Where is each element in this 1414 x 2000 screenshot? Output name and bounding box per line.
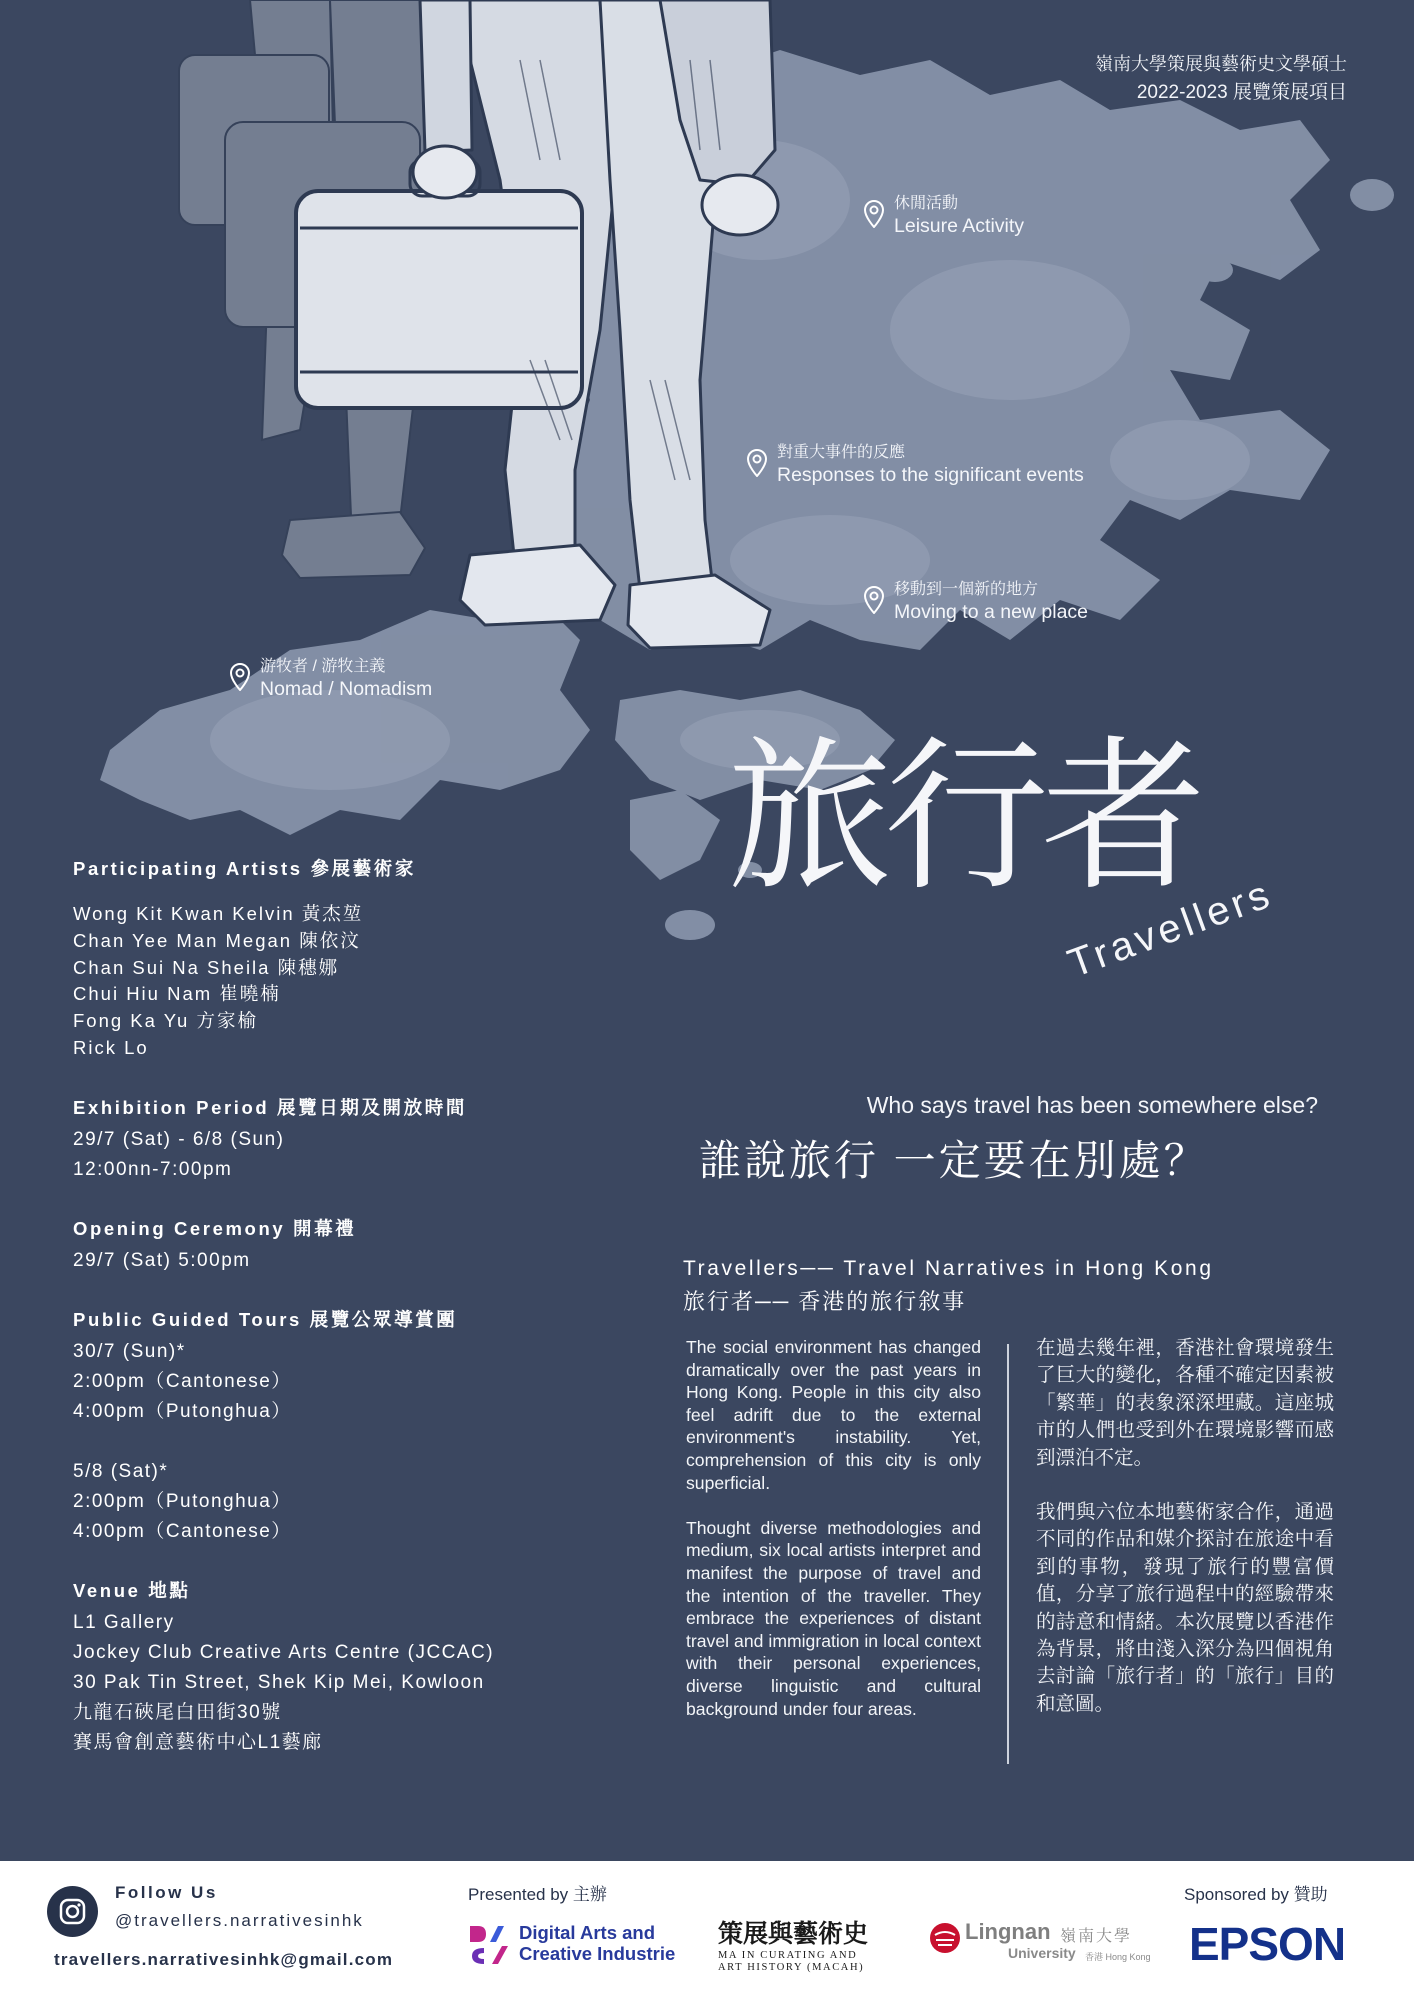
marker-label-zh: 對重大事件的反應: [777, 444, 906, 461]
artists-list: [73, 901, 633, 1062]
lingnan-logo-place: 香港 Hong Kong: [1085, 1952, 1151, 1962]
marker-nomad: [260, 658, 432, 702]
map-islet: [465, 705, 495, 725]
marker-label-en: Nomad / Nomadism: [260, 678, 433, 700]
contact-email[interactable]: travellers.narrativesinhk@gmail.com: [54, 1950, 394, 1969]
instagram-handle[interactable]: @travellers.narrativesinhk: [115, 1911, 364, 1930]
lingnan-logo-word: Lingnan: [965, 1919, 1051, 1944]
intro-text-en: [686, 1336, 981, 1720]
venue-section: [73, 1579, 633, 1758]
program-name: 嶺南大學策展與藝術史文學碩士: [1095, 54, 1347, 74]
marker-label-en: Responses to the significant events: [777, 464, 1084, 486]
tour-date: 5/8 (Sat)*: [73, 1460, 169, 1482]
free-hand: [702, 175, 778, 235]
tours-heading: Public Guided Tours 展覽公眾導賞團: [73, 1308, 458, 1330]
map-islet: [665, 910, 715, 940]
marker-label-zh: 移動到一個新的地方: [894, 581, 1039, 598]
daci-logo-icon: [468, 1922, 514, 1966]
exhibition-title-en: Travellers: [1062, 871, 1279, 987]
macah-logo-en-line1: MA IN CURATING AND: [718, 1950, 858, 1961]
lingnan-logo-icon: [929, 1922, 961, 1954]
program-year: 2022-2023 展覽策展項目: [1136, 82, 1347, 103]
marker-label-zh: 游牧者 / 游牧主義: [260, 658, 386, 675]
artist-name: Chan Yee Man Megan 陳依汶: [73, 929, 361, 951]
exhibition-title-zh: 旅行者: [727, 721, 1198, 913]
spacer: [73, 1427, 633, 1457]
epson-logo: EPSON: [1189, 1918, 1346, 1970]
period-hours: 12:00nn-7:00pm: [73, 1158, 233, 1180]
venue-line: 30 Pak Tin Street, Shek Kip Mei, Kowloon: [73, 1671, 485, 1693]
map-lamma-island: [630, 790, 720, 880]
footer: [0, 1861, 1414, 2000]
map-pin-icon: [864, 200, 884, 228]
macah-logo-zh: 策展與藝術史: [718, 1919, 869, 1948]
artist-name: Fong Ka Yu 方家榆: [73, 1010, 258, 1032]
opening-heading: Opening Ceremony 開幕禮: [73, 1217, 357, 1239]
artists-section: [73, 857, 633, 1062]
artist-name: Rick Lo: [73, 1036, 149, 1058]
back-shoe: [460, 545, 615, 625]
intro-text-zh: [1036, 1335, 1334, 1718]
opening-section: [73, 1217, 633, 1276]
venue-heading: Venue 地點: [73, 1579, 191, 1601]
intro-paragraph-zh: 在過去幾年裡，香港社會環境發生了巨大的變化，各種不確定因素被「繁華」的表象深深埋藏。這座城市的人們也受到外在環境影響而感到漂泊不定。: [1036, 1337, 1334, 1469]
marker-label-en: Moving to a new place: [894, 601, 1089, 623]
map-islet: [1350, 179, 1394, 211]
daci-logo-line2: Creative Industrie: [519, 1943, 676, 1964]
artists-heading: Participating Artists 參展藝術家: [73, 858, 416, 879]
map-pin-icon: [864, 586, 884, 614]
tagline-en: Who says travel has been somewhere else?: [866, 1092, 1318, 1118]
tour-slot: 4:00pm（Cantonese）: [73, 1520, 292, 1542]
intro-paragraph-zh: 我們與六位本地藝術家合作，通過不同的作品和媒介探討在旅途中看到的事物，發現了旅行的豐富價值，分享了旅行過程中的經驗帶來的詩意和情緒。本次展覽以香港作為背景，將由淺入深分為四個視角去討論「旅行者」的「旅行」目的和意圖。: [1036, 1501, 1334, 1715]
period-heading: Exhibition Period 展覽日期及開放時間: [73, 1096, 467, 1118]
map-pin-icon: [747, 449, 767, 477]
map-islet: [1197, 258, 1233, 282]
opening-time: 29/7 (Sat) 5:00pm: [73, 1249, 251, 1271]
tour-date: 30/7 (Sun)*: [73, 1340, 186, 1362]
marker-leisure-activity: [894, 195, 1024, 239]
marker-label-zh: 休閒活動: [894, 195, 959, 212]
marker-significant-events: [777, 444, 1084, 488]
lingnan-logo-zh: 嶺南大學: [1060, 1928, 1133, 1945]
tours-section: [73, 1308, 633, 1547]
intro-paragraph-en: Thought diverse methodologies and medium, six local artists interpret and manifest the purpose of travel and the intention of the traveller. They embrace the experiences of distant travel and immigration in local context with their personal experiences, diverse linguistic and cultural background under four areas.: [686, 1517, 981, 1719]
venue-line: Jockey Club Creative Arts Centre (JCCAC): [73, 1641, 495, 1663]
gripping-hand: [413, 146, 477, 198]
intro-paragraph-en: The social environment has changed dramatically over the past years in Hong Kong. People in this city also feel adrift due to the external environment's instability. Yet, comprehension of this city is only superficial.: [686, 1337, 981, 1493]
period-dates: 29/7 (Sat) - 6/8 (Sun): [73, 1128, 285, 1150]
marker-label-en: Leisure Activity: [894, 215, 1025, 237]
follow-us-label: Follow Us: [115, 1883, 218, 1902]
artist-name: Wong Kit Kwan Kelvin 黃杰堃: [73, 903, 364, 924]
instagram-icon: [47, 1886, 98, 1937]
venue-line: L1 Gallery: [73, 1611, 175, 1633]
tour-slot: 2:00pm（Cantonese）: [73, 1370, 292, 1392]
tour-slot: 2:00pm（Putonghua）: [73, 1490, 292, 1512]
exhibition-info: [73, 857, 633, 1758]
venue-line: 賽馬會創意藝術中心L1藝廊: [73, 1731, 323, 1753]
artist-name: Chan Sui Na Sheila 陳穗娜: [73, 956, 340, 978]
artist-name: Chui Hiu Nam 崔曉楠: [73, 983, 281, 1005]
arm: [420, 0, 472, 152]
intro-heading-zh: 旅行者── 香港的旅行敘事: [683, 1289, 967, 1314]
macah-logo-en-line2: ART HISTORY (MACAH): [718, 1962, 865, 1973]
column-divider: [1007, 1344, 1009, 1764]
marker-new-place: [894, 581, 1088, 625]
intro-heading-en: Travellers── Travel Narratives in Hong Kong: [683, 1257, 1214, 1280]
venue-line: 九龍石硤尾白田街30號: [73, 1701, 282, 1723]
suitcase: [296, 191, 582, 408]
tagline-zh: 誰說旅行 一定要在別處？: [699, 1137, 1209, 1184]
sponsored-by-label: Sponsored by 贊助: [1184, 1885, 1328, 1904]
tour-slot: 4:00pm（Putonghua）: [73, 1400, 292, 1422]
map-pin-icon: [230, 663, 250, 691]
daci-logo-line1: Digital Arts and: [519, 1922, 656, 1943]
presented-by-label: Presented by 主辦: [468, 1885, 607, 1904]
period-section: [73, 1096, 633, 1185]
lingnan-logo-university: University: [1008, 1945, 1076, 1961]
